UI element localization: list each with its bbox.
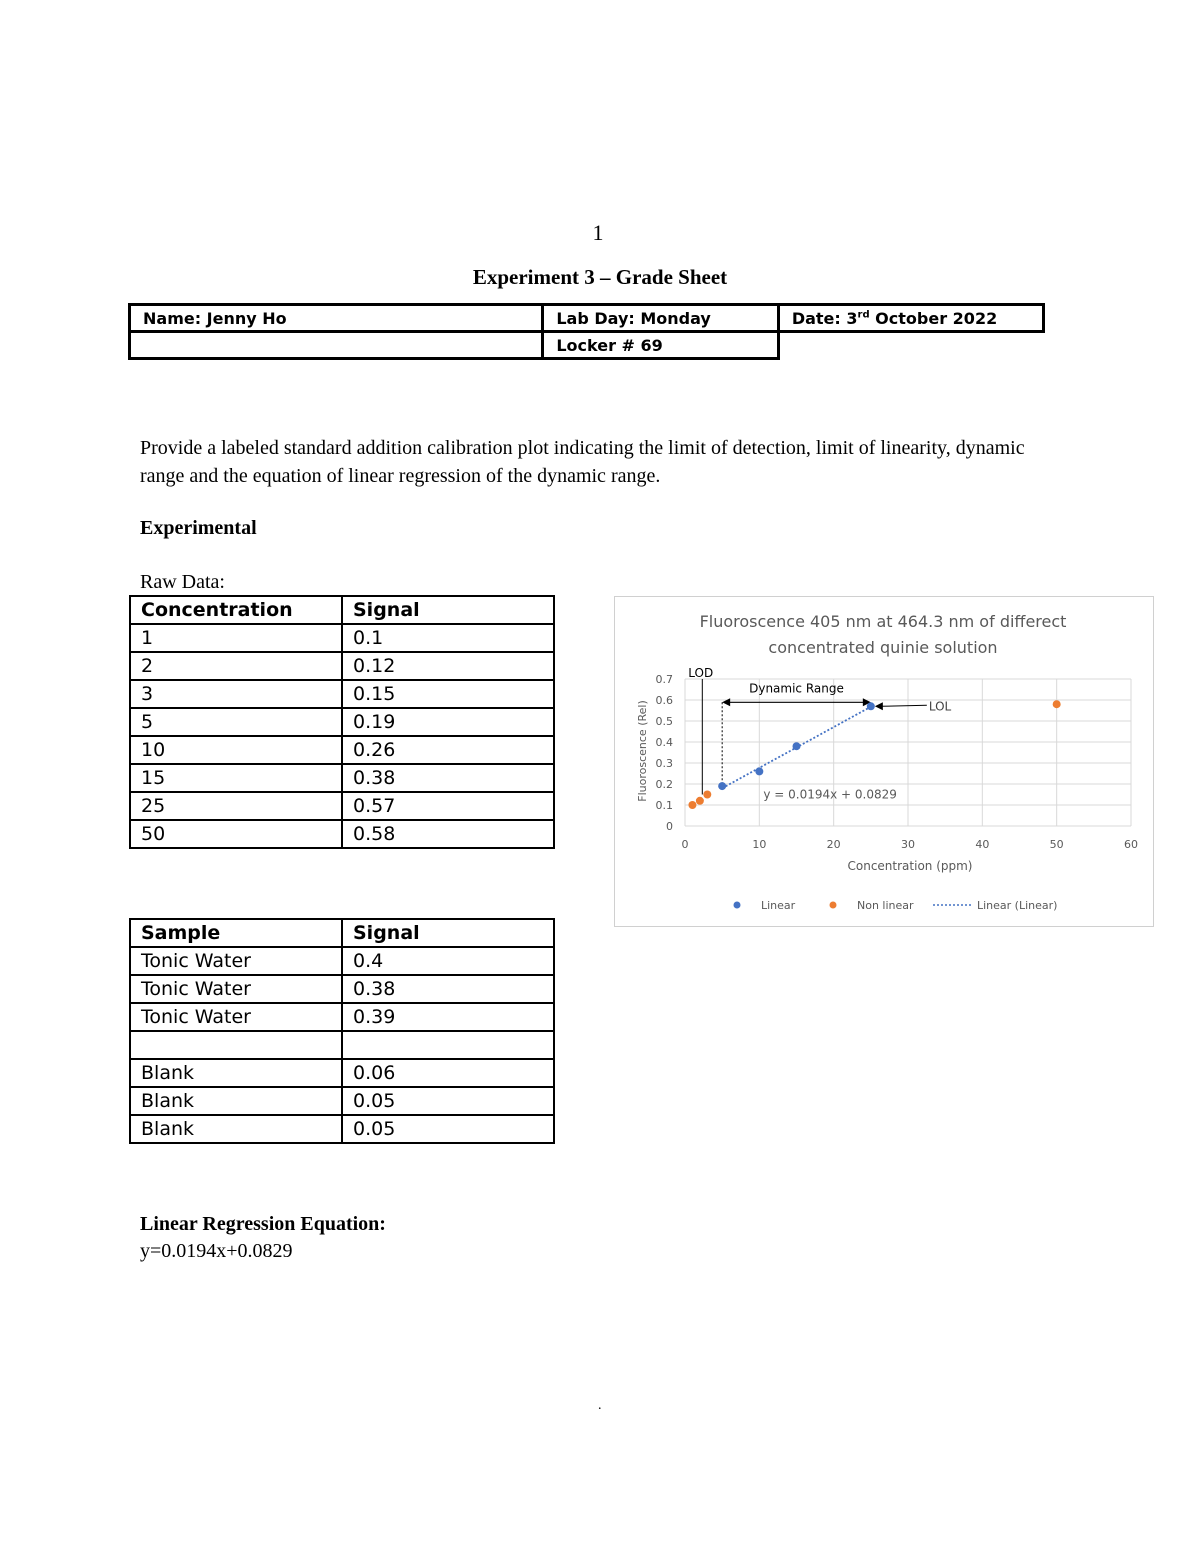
table-row: [130, 1059, 554, 1087]
chart-gridlines: [685, 679, 1131, 826]
nonlinear-data-point: [1053, 700, 1061, 708]
concentration-cell: 10: [130, 736, 342, 764]
legend-marker-linear: [734, 902, 741, 909]
chart-title-line1: Fluoroscence 405 nm at 464.3 nm of differect: [699, 612, 1067, 631]
y-tick-label: 0: [666, 820, 673, 833]
column-header: Signal: [342, 596, 554, 624]
signal-cell: 0.19: [342, 708, 554, 736]
chart-legend: [734, 899, 1058, 912]
signal-cell: 0.39: [342, 1003, 554, 1031]
lol-label: LOL: [928, 699, 952, 714]
concentration-cell: 2: [130, 652, 342, 680]
raw-data-table: [129, 595, 555, 849]
header-info-table: [128, 303, 1045, 360]
concentration-cell: 50: [130, 820, 342, 848]
regression-equation: y=0.0194x+0.0829: [140, 1240, 293, 1262]
x-tick-label: 60: [1124, 838, 1138, 851]
legend-marker-nonlinear: [830, 902, 837, 909]
table-row: [130, 764, 554, 792]
chart-title-line2: concentrated quinie solution: [768, 638, 998, 657]
linear-data-point: [867, 702, 875, 710]
sample-cell: Tonic Water: [130, 947, 342, 975]
table-row: [130, 975, 554, 1003]
signal-cell: 0.06: [342, 1059, 554, 1087]
x-tick-label: 30: [901, 838, 915, 851]
x-tick-label: 50: [1049, 838, 1064, 851]
sample-cell: Tonic Water: [130, 975, 342, 1003]
table-row: [130, 947, 554, 975]
y-axis-label: Fluoroscence (Rel): [636, 700, 649, 802]
empty-cell: [778, 332, 1043, 359]
page-number: 1: [592, 220, 604, 245]
trendline-equation-label: y = 0.0194x + 0.0829: [763, 787, 897, 802]
x-tick-label: 20: [826, 838, 841, 851]
y-tick-label: 0.1: [655, 799, 673, 812]
signal-cell: 0.15: [342, 680, 554, 708]
chart-annotations: [688, 666, 951, 802]
y-tick-label: 0.2: [655, 778, 673, 791]
column-header: Sample: [130, 919, 342, 947]
signal-cell: 0.57: [342, 792, 554, 820]
table-row: [130, 1003, 554, 1031]
signal-cell: [342, 1031, 554, 1059]
y-tick-label: 0.3: [655, 757, 673, 770]
date-superscript: rd: [857, 309, 870, 321]
sample-table: [129, 918, 555, 1144]
table-row: [130, 1115, 554, 1143]
table-row: [130, 708, 554, 736]
table-header-row: [130, 596, 554, 624]
date-prefix: Date: 3: [791, 308, 858, 328]
blank-cell: [130, 332, 543, 359]
signal-cell: 0.1: [342, 624, 554, 652]
sample-cell: Blank: [130, 1115, 342, 1143]
concentration-cell: 15: [130, 764, 342, 792]
legend-label-linear: Linear: [761, 899, 796, 912]
date-suffix: October 2022: [869, 308, 998, 328]
table-row: [130, 680, 554, 708]
signal-cell: 0.58: [342, 820, 554, 848]
nonlinear-data-point: [696, 797, 704, 805]
dynamic-range-label: Dynamic Range: [749, 681, 844, 696]
signal-cell: 0.26: [342, 736, 554, 764]
y-tick-label: 0.4: [655, 736, 673, 749]
arrow-head-lol-icon: [875, 702, 883, 710]
table-row: [130, 652, 554, 680]
legend-label-trendline: Linear (Linear): [977, 899, 1058, 912]
concentration-cell: 25: [130, 792, 342, 820]
signal-cell: 0.05: [342, 1087, 554, 1115]
x-tick-label: 40: [975, 838, 990, 851]
nonlinear-data-point: [688, 801, 696, 809]
x-tick-label: 0: [681, 838, 689, 851]
concentration-cell: 5: [130, 708, 342, 736]
instructions-text: Provide a labeled standard addition calibration plot indicating the limit of detection, limit of linearity, dynamic range and the equation of linear regression of the dynamic range.: [140, 437, 1025, 487]
page-title: Experiment 3 – Grade Sheet: [472, 265, 728, 289]
regression-heading: Linear Regression Equation:: [140, 1213, 386, 1235]
signal-cell: 0.05: [342, 1115, 554, 1143]
signal-cell: 0.38: [342, 764, 554, 792]
sample-cell: Blank: [130, 1059, 342, 1087]
name-cell: Name: Jenny Ho: [130, 305, 543, 332]
lab-day-cell: Lab Day: Monday: [543, 305, 778, 332]
date-cell: [778, 305, 1043, 332]
column-header: Signal: [342, 919, 554, 947]
concentration-cell: 1: [130, 624, 342, 652]
table-row: [130, 820, 554, 848]
signal-cell: 0.38: [342, 975, 554, 1003]
table-row: [130, 1031, 554, 1059]
sample-cell: [130, 1031, 342, 1059]
nonlinear-data-point: [703, 791, 711, 799]
y-tick-label: 0.7: [655, 673, 673, 686]
linear-data-point: [755, 767, 763, 775]
y-tick-label: 0.6: [655, 694, 673, 707]
chart-svg: [615, 597, 1155, 928]
table-row: [130, 792, 554, 820]
signal-cell: 0.4: [342, 947, 554, 975]
table-row: [130, 1087, 554, 1115]
locker-cell: Locker # 69: [543, 332, 778, 359]
table-row: [130, 736, 554, 764]
linear-data-point: [718, 782, 726, 790]
legend-label-nonlinear: Non linear: [857, 899, 914, 912]
column-header: Concentration: [130, 596, 342, 624]
experimental-heading: Experimental: [140, 517, 257, 539]
sample-cell: Blank: [130, 1087, 342, 1115]
signal-cell: 0.12: [342, 652, 554, 680]
sample-cell: Tonic Water: [130, 1003, 342, 1031]
table-header-row: [130, 919, 554, 947]
footer-mark: .: [598, 1398, 602, 1413]
calibration-chart: [614, 596, 1154, 927]
table-row: [130, 624, 554, 652]
x-tick-label: 10: [752, 838, 767, 851]
lod-label: LOD: [688, 666, 714, 680]
raw-data-label: Raw Data:: [140, 571, 225, 593]
concentration-cell: 3: [130, 680, 342, 708]
y-tick-label: 0.5: [655, 715, 673, 728]
lol-pointer-line: [881, 705, 927, 706]
x-axis-label: Concentration (ppm): [847, 859, 973, 873]
linear-data-point: [793, 742, 801, 750]
